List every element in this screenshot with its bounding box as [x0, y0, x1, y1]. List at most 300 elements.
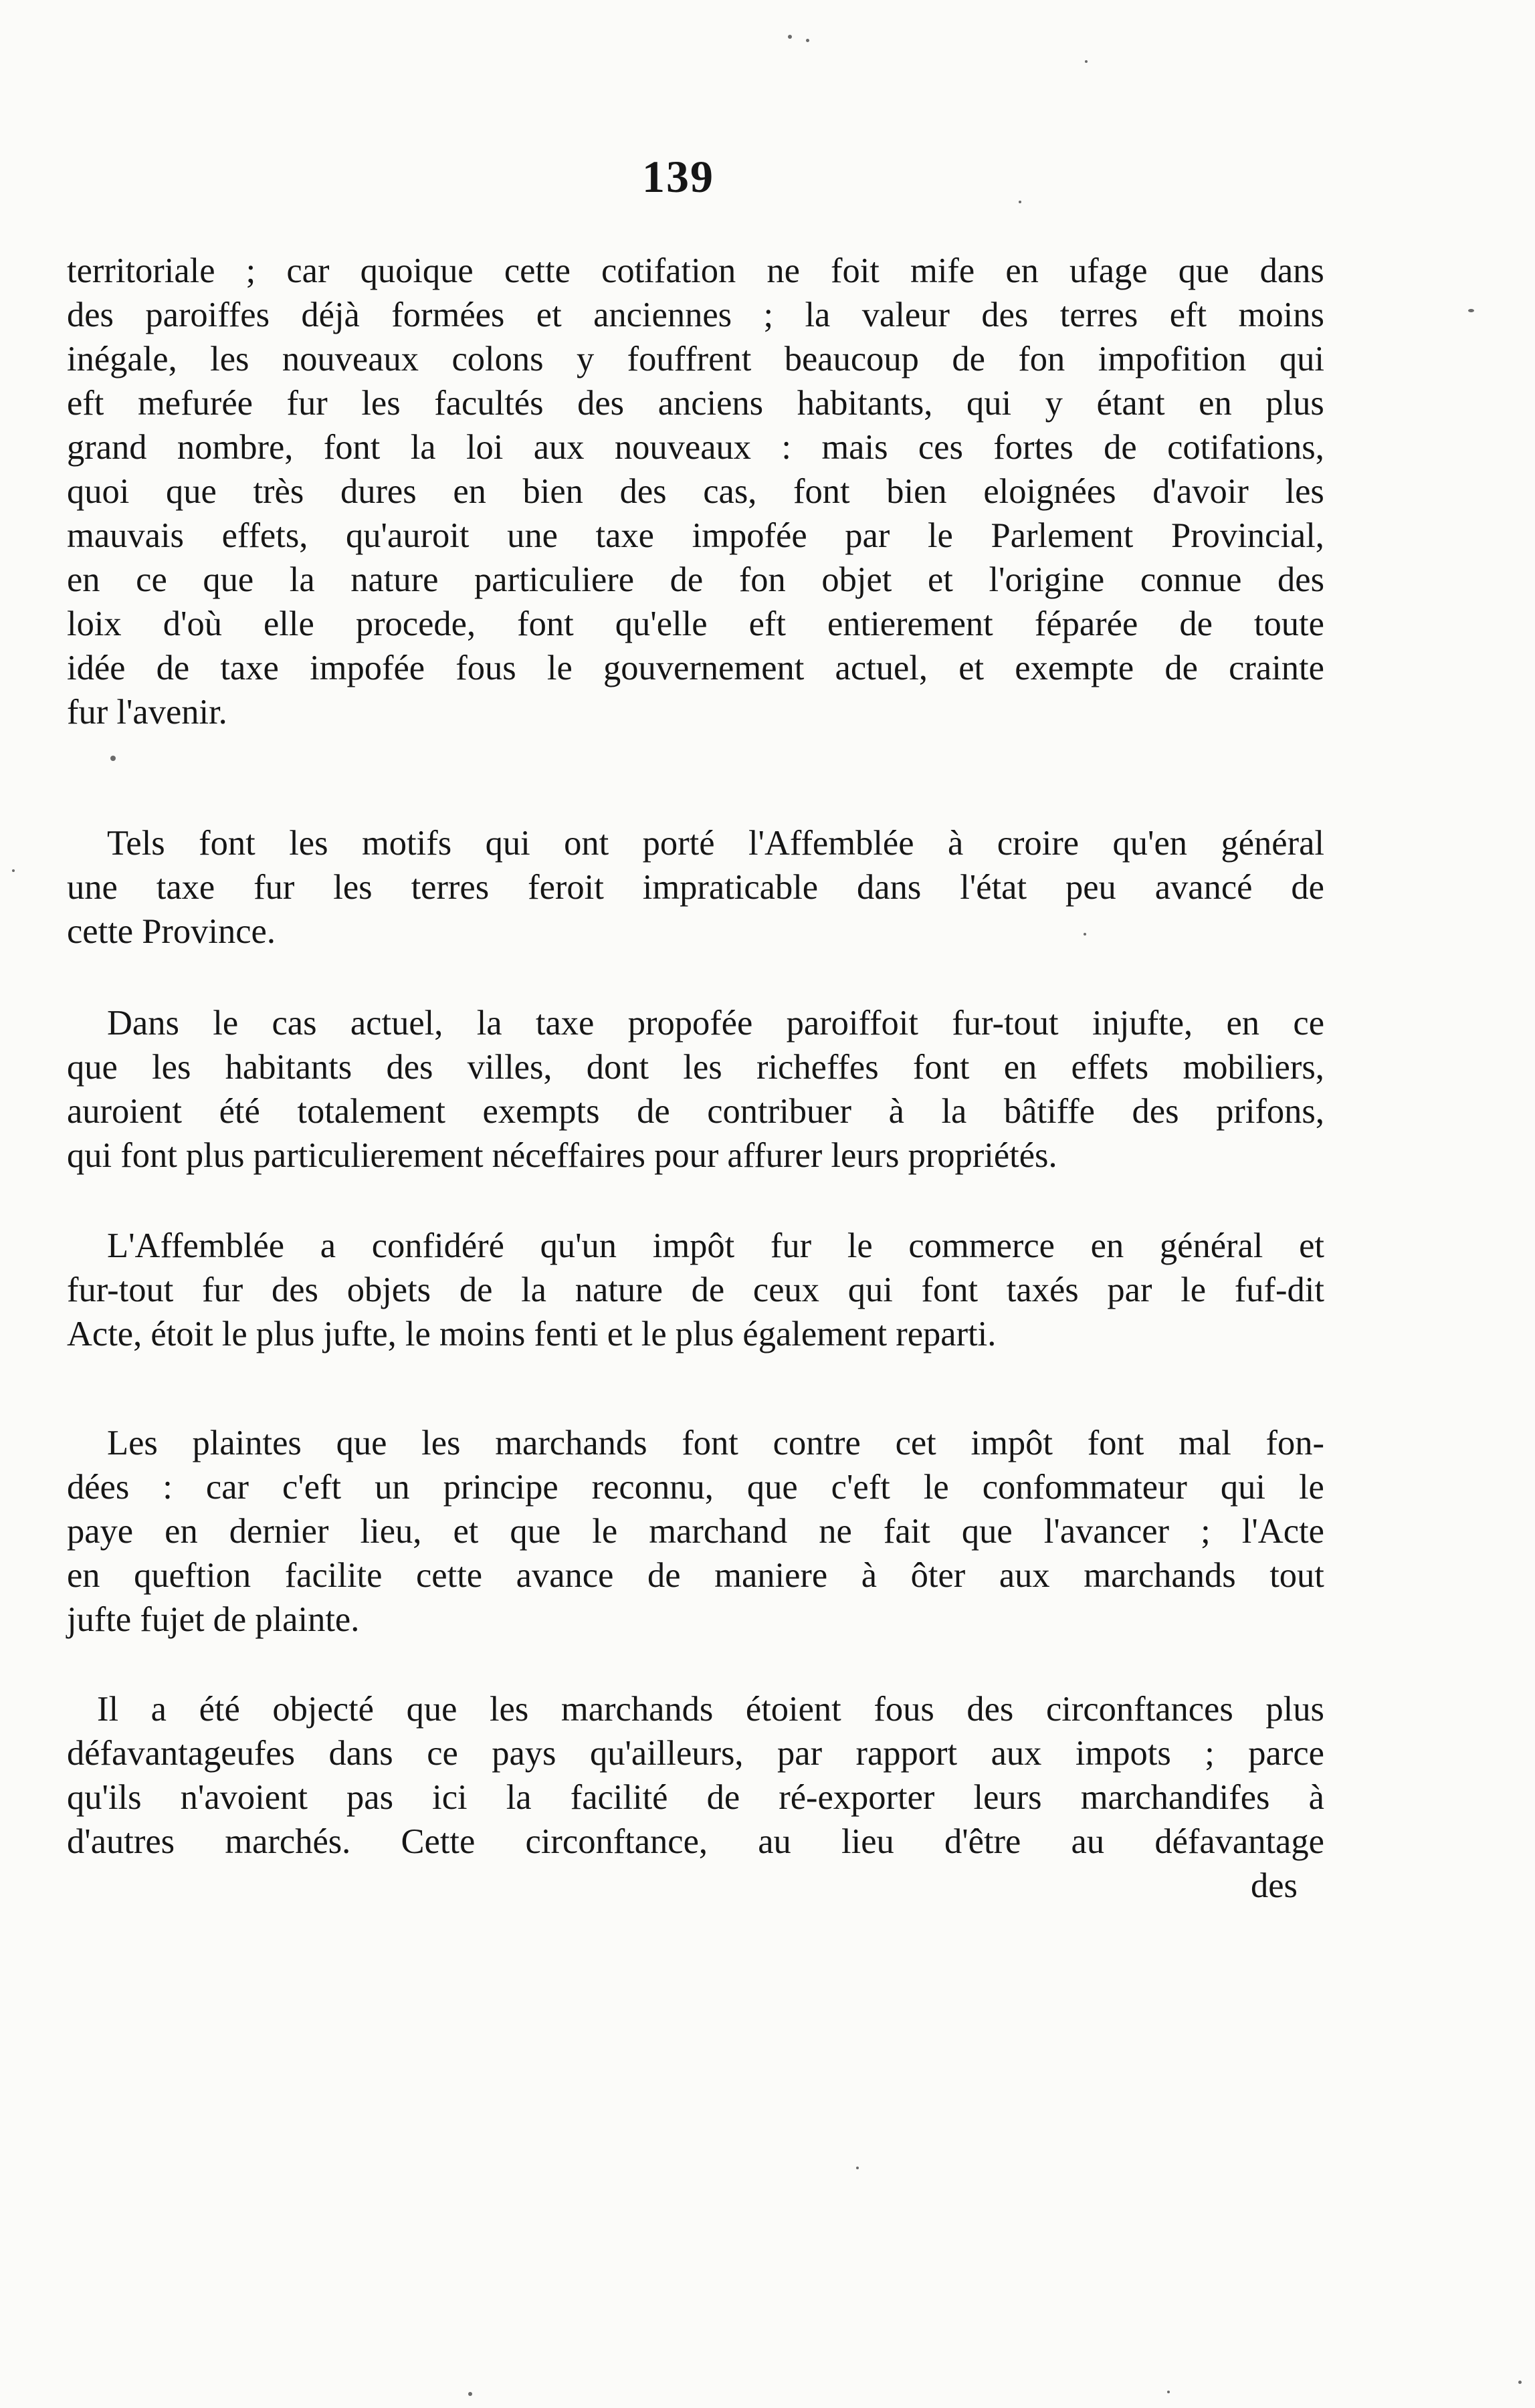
- word: aux: [533, 428, 585, 467]
- word: en: [67, 1556, 100, 1595]
- word: le: [213, 1004, 239, 1043]
- word: par: [1107, 1271, 1152, 1309]
- text-line: [67, 249, 1324, 293]
- word: plaintes: [192, 1424, 302, 1462]
- word: et: [958, 649, 985, 687]
- word: actuel,: [350, 1004, 443, 1043]
- word: Dans: [107, 1004, 179, 1043]
- word: motifs: [361, 824, 452, 863]
- word: les: [361, 384, 401, 423]
- word: font: [1087, 1424, 1144, 1462]
- word: croire: [997, 824, 1080, 863]
- word: taxés: [1006, 1271, 1079, 1309]
- text-line: [67, 1553, 1324, 1598]
- word: territoriale: [67, 251, 215, 290]
- word: général: [1159, 1226, 1263, 1265]
- word: ce: [136, 560, 167, 599]
- word: maniere: [714, 1556, 828, 1595]
- word: mife: [910, 251, 975, 290]
- text-line: [67, 1731, 1324, 1775]
- word: aux: [999, 1556, 1050, 1595]
- word: font: [199, 824, 255, 863]
- word: exempts: [482, 1092, 600, 1131]
- word: ;: [1201, 1512, 1211, 1551]
- word: facilite: [284, 1556, 383, 1595]
- text-line: [67, 1045, 1324, 1089]
- word: cet: [895, 1424, 936, 1462]
- word: qui: [966, 384, 1012, 423]
- word: étoient: [745, 1690, 841, 1729]
- word: formées: [391, 296, 505, 334]
- word: porté: [642, 824, 715, 863]
- word: font: [912, 1048, 970, 1087]
- scan-speck: [12, 869, 15, 872]
- word: de: [1164, 649, 1198, 687]
- word: des: [619, 472, 667, 511]
- word: pays: [492, 1734, 556, 1773]
- scan-speck: [468, 2392, 472, 2396]
- catchword: des: [1251, 1866, 1298, 1905]
- word: prifons,: [1216, 1092, 1324, 1131]
- word: le: [592, 1512, 618, 1551]
- word: de: [647, 1556, 681, 1595]
- word: l'état: [960, 868, 1027, 907]
- word: à: [861, 1556, 878, 1595]
- word: des: [386, 1048, 433, 1087]
- word: à: [1308, 1778, 1324, 1817]
- word: fon: [738, 560, 786, 599]
- word: bien: [886, 472, 947, 511]
- text-line: [67, 1001, 1324, 1045]
- word: des: [577, 384, 625, 423]
- word: que: [336, 1424, 387, 1462]
- word: étant: [1096, 384, 1165, 423]
- word: la: [506, 1778, 532, 1817]
- text-line: [67, 865, 1324, 909]
- word: qu'elle: [615, 605, 708, 643]
- word: la: [805, 296, 831, 334]
- word: dées: [67, 1468, 130, 1507]
- word: très: [253, 472, 304, 511]
- word: fait: [883, 1512, 930, 1551]
- word: marchands: [1084, 1556, 1236, 1595]
- word: fur: [253, 868, 295, 907]
- word: cas: [272, 1004, 317, 1043]
- word: et: [536, 296, 562, 334]
- word: nature: [575, 1271, 663, 1309]
- text-line: fur l'avenir.: [67, 693, 227, 732]
- text-line: [67, 337, 1324, 381]
- word: en: [1003, 1048, 1037, 1087]
- word: c'eft: [282, 1468, 342, 1507]
- word: exempte: [1015, 649, 1134, 687]
- word: queftion: [134, 1556, 251, 1595]
- scan-speck: [110, 756, 116, 761]
- word: mauvais: [67, 516, 184, 555]
- word: qu'auroit: [346, 516, 470, 555]
- word: au: [758, 1822, 791, 1861]
- word: objet: [821, 560, 892, 599]
- word: impots: [1075, 1734, 1171, 1773]
- word: en: [453, 472, 486, 511]
- word: dans: [857, 868, 922, 907]
- text-line: [67, 1421, 1324, 1465]
- word: nouveaux: [282, 340, 419, 378]
- word: que: [961, 1512, 1013, 1551]
- text-line: [67, 293, 1324, 337]
- word: taxe: [535, 1004, 595, 1043]
- word: de: [1291, 868, 1324, 907]
- word: lieu: [841, 1822, 894, 1861]
- word: procede,: [355, 605, 476, 643]
- word: à: [947, 824, 964, 863]
- word: commerce: [908, 1226, 1055, 1265]
- text-line: [67, 821, 1324, 865]
- word: gouvernement: [603, 649, 805, 687]
- text-line: [67, 1509, 1324, 1553]
- word: que: [510, 1512, 561, 1551]
- text-line: [67, 514, 1324, 558]
- scan-speck: [1167, 2391, 1170, 2393]
- word: une: [507, 516, 558, 555]
- word: objecté: [272, 1690, 374, 1729]
- word: grand: [67, 428, 147, 467]
- word: ne: [766, 251, 800, 290]
- word: en: [1005, 251, 1039, 290]
- word: fous: [455, 649, 516, 687]
- word: d'être: [944, 1822, 1021, 1861]
- word: pas: [346, 1778, 394, 1817]
- paragraph-4: [67, 1224, 1324, 1356]
- word: terres: [411, 868, 490, 907]
- word: dures: [340, 472, 417, 511]
- word: objets: [346, 1271, 431, 1309]
- word: qui: [485, 824, 530, 863]
- word: fon-: [1265, 1424, 1324, 1462]
- word: car: [205, 1468, 249, 1507]
- scan-speck: [1084, 933, 1086, 936]
- word: paroiffoit: [786, 1004, 918, 1043]
- word: défavantage: [1154, 1822, 1324, 1861]
- word: a: [150, 1690, 167, 1729]
- word: beaucoup: [784, 340, 919, 378]
- text-line: [67, 646, 1324, 690]
- word: de: [156, 649, 190, 687]
- word: Provincial,: [1171, 516, 1324, 555]
- word: marchands: [560, 1690, 714, 1729]
- word: taxe: [595, 516, 654, 555]
- word: les: [421, 1424, 461, 1462]
- word: qu'ailleurs,: [589, 1734, 744, 1773]
- word: féparée: [1034, 605, 1138, 643]
- word: des: [67, 296, 114, 334]
- word: de: [691, 1271, 725, 1309]
- word: ôter: [910, 1556, 966, 1595]
- word: ;: [763, 296, 774, 334]
- word: plus: [1265, 1690, 1324, 1729]
- word: impôt: [652, 1226, 735, 1265]
- word: à: [888, 1092, 904, 1131]
- word: des: [1132, 1092, 1179, 1131]
- word: ici: [432, 1778, 468, 1817]
- word: le: [1298, 1468, 1324, 1507]
- word: Cette: [401, 1822, 476, 1861]
- word: propofée: [627, 1004, 753, 1043]
- word: confidéré: [371, 1226, 504, 1265]
- word: marchands: [495, 1424, 647, 1462]
- word: plus: [1265, 384, 1324, 423]
- word: habitants,: [797, 384, 933, 423]
- word: le: [923, 1468, 949, 1507]
- text-line: [67, 602, 1324, 646]
- word: foit: [830, 251, 880, 290]
- word: marchés.: [225, 1822, 351, 1861]
- word: que: [166, 472, 217, 511]
- word: aux: [991, 1734, 1042, 1773]
- word: bien: [522, 472, 583, 511]
- word: cette: [504, 251, 571, 290]
- text-line: cette Province.: [67, 912, 276, 951]
- word: nombre,: [177, 428, 294, 467]
- text-line: [67, 469, 1324, 514]
- word: injufte,: [1092, 1004, 1193, 1043]
- word: Tels: [107, 824, 165, 863]
- word: et: [453, 1512, 479, 1551]
- word: ont: [564, 824, 609, 863]
- word: cotifation: [601, 251, 736, 290]
- word: fous: [874, 1690, 934, 1729]
- word: Les: [107, 1424, 158, 1462]
- text-line: jufte fujet de plainte.: [67, 1600, 360, 1639]
- text-line: [67, 558, 1324, 602]
- word: que: [67, 1048, 118, 1087]
- word: les: [489, 1690, 529, 1729]
- word: car: [286, 251, 330, 290]
- word: loi: [466, 428, 504, 467]
- word: la: [521, 1271, 546, 1309]
- word: feroit: [528, 868, 604, 907]
- word: nature: [350, 560, 439, 599]
- word: ;: [1205, 1734, 1215, 1773]
- word: effets,: [221, 516, 308, 555]
- word: la: [941, 1092, 967, 1131]
- word: fur-tout: [67, 1271, 174, 1309]
- word: principe: [443, 1468, 558, 1507]
- word: :: [781, 428, 791, 467]
- paragraph-1: [67, 249, 1324, 734]
- paragraph-3: [67, 1001, 1324, 1178]
- word: font: [921, 1271, 979, 1309]
- word: inégale,: [67, 340, 177, 378]
- text-line: [67, 1775, 1324, 1820]
- word: en: [165, 1512, 198, 1551]
- word: facilité: [570, 1778, 668, 1817]
- word: de: [952, 340, 985, 378]
- word: les: [210, 340, 249, 378]
- text-line: [67, 425, 1324, 469]
- word: leurs: [973, 1778, 1042, 1817]
- text-line: Acte, étoit le plus jufte, le moins fenti et le plus également reparti.: [67, 1315, 997, 1353]
- word: totalement: [297, 1092, 445, 1131]
- word: en: [67, 560, 100, 599]
- word: en: [1090, 1226, 1124, 1265]
- word: confommateur: [982, 1468, 1187, 1507]
- word: mefurée: [137, 384, 253, 423]
- word: eft: [67, 384, 104, 423]
- scan-speck: [1468, 309, 1474, 312]
- word: au: [1071, 1822, 1105, 1861]
- word: de: [459, 1271, 493, 1309]
- word: contribuer: [707, 1092, 851, 1131]
- word: les: [289, 824, 328, 863]
- word: que: [203, 560, 254, 599]
- word: anciennes: [593, 296, 732, 334]
- text-line: [67, 1089, 1324, 1133]
- word: particuliere: [474, 560, 635, 599]
- word: entierement: [827, 605, 993, 643]
- word: les: [1285, 472, 1324, 511]
- word: d'autres: [67, 1822, 175, 1861]
- word: fur: [770, 1226, 812, 1265]
- word: une: [67, 868, 118, 907]
- word: paroiffes: [145, 296, 270, 334]
- word: connue: [1140, 560, 1242, 599]
- word: d'avoir: [1152, 472, 1249, 511]
- word: eft: [1169, 296, 1207, 334]
- word: de: [670, 560, 704, 599]
- word: impofition: [1098, 340, 1247, 378]
- word: par: [777, 1734, 823, 1773]
- word: tout: [1269, 1556, 1324, 1595]
- word: peu: [1065, 868, 1116, 907]
- word: impofée: [692, 516, 807, 555]
- word: déjà: [301, 296, 360, 334]
- word: qui: [1220, 1468, 1265, 1507]
- scan-speck: [806, 39, 809, 42]
- word: eloignées: [983, 472, 1116, 511]
- scan-speck: [856, 2167, 859, 2169]
- word: les: [333, 868, 373, 907]
- word: crainte: [1229, 649, 1324, 687]
- word: anciens: [657, 384, 764, 423]
- word: y: [1045, 384, 1063, 423]
- word: reconnu,: [591, 1468, 714, 1507]
- word: dernier: [229, 1512, 329, 1551]
- word: qui: [1279, 340, 1324, 378]
- word: fon: [1018, 340, 1065, 378]
- word: font: [517, 605, 574, 643]
- word: habitants: [225, 1048, 352, 1087]
- word: mais: [821, 428, 888, 467]
- word: colons: [451, 340, 544, 378]
- word: ceux: [752, 1271, 819, 1309]
- word: nouveaux: [614, 428, 752, 467]
- word: avance: [516, 1556, 614, 1595]
- word: terres: [1059, 296, 1138, 334]
- word: villes,: [467, 1048, 552, 1087]
- text-line: [67, 1820, 1324, 1864]
- word: qu'en: [1112, 824, 1188, 863]
- word: été: [199, 1690, 240, 1729]
- word: Parlement: [991, 516, 1134, 555]
- word: toute: [1253, 605, 1324, 643]
- word: paye: [67, 1512, 134, 1551]
- word: n'avoient: [180, 1778, 308, 1817]
- word: bâtiffe: [1003, 1092, 1095, 1131]
- word: cotifations,: [1167, 428, 1324, 467]
- word: marchandifes: [1080, 1778, 1270, 1817]
- word: l'origine: [989, 560, 1105, 599]
- word: la: [410, 428, 436, 467]
- scan-speck: [1518, 2381, 1522, 2384]
- word: marchand: [649, 1512, 788, 1551]
- word: un: [375, 1468, 410, 1507]
- word: font: [682, 1424, 738, 1462]
- word: par: [845, 516, 890, 555]
- word: :: [163, 1468, 173, 1507]
- word: d'où: [163, 605, 222, 643]
- text-line: [67, 381, 1324, 425]
- word: circonftances: [1045, 1690, 1233, 1729]
- word: taxe: [156, 868, 215, 907]
- word: parce: [1248, 1734, 1324, 1773]
- word: qui: [847, 1271, 893, 1309]
- word: le: [1181, 1271, 1207, 1309]
- word: et: [927, 560, 953, 599]
- word: richeffes: [756, 1048, 879, 1087]
- word: des: [271, 1271, 318, 1309]
- word: facultés: [434, 384, 544, 423]
- text-line: [67, 1465, 1324, 1509]
- word: circonftance,: [525, 1822, 708, 1861]
- word: que: [406, 1690, 457, 1729]
- word: a: [320, 1226, 336, 1265]
- word: fouffrent: [627, 340, 752, 378]
- word: L'Affemblée: [107, 1226, 285, 1265]
- text-line: [67, 1224, 1324, 1268]
- word: idée: [67, 649, 126, 687]
- word: ré-exporter: [779, 1778, 935, 1817]
- word: fur-tout: [952, 1004, 1059, 1043]
- word: rapport: [855, 1734, 958, 1773]
- word: des: [981, 296, 1029, 334]
- word: ces: [918, 428, 963, 467]
- word: font: [793, 472, 850, 511]
- word: quoi: [67, 472, 130, 511]
- word: ce: [1293, 1004, 1324, 1043]
- word: et: [1299, 1226, 1324, 1265]
- word: moins: [1238, 296, 1324, 334]
- paragraph-6: [67, 1687, 1324, 1864]
- word: qu'ils: [67, 1778, 142, 1817]
- word: mal: [1179, 1424, 1231, 1462]
- word: le: [546, 649, 573, 687]
- word: le: [927, 516, 953, 555]
- word: quoique: [360, 251, 474, 290]
- word: dans: [328, 1734, 393, 1773]
- word: général: [1221, 824, 1324, 863]
- word: impôt: [970, 1424, 1053, 1462]
- word: actuel,: [835, 649, 928, 687]
- word: de: [637, 1092, 670, 1131]
- word: en: [1199, 384, 1232, 423]
- word: Il: [97, 1690, 119, 1729]
- word: loix: [67, 605, 122, 643]
- word: fur: [286, 384, 328, 423]
- word: auroient: [67, 1092, 183, 1131]
- word: le: [847, 1226, 873, 1265]
- word: valeur: [861, 296, 950, 334]
